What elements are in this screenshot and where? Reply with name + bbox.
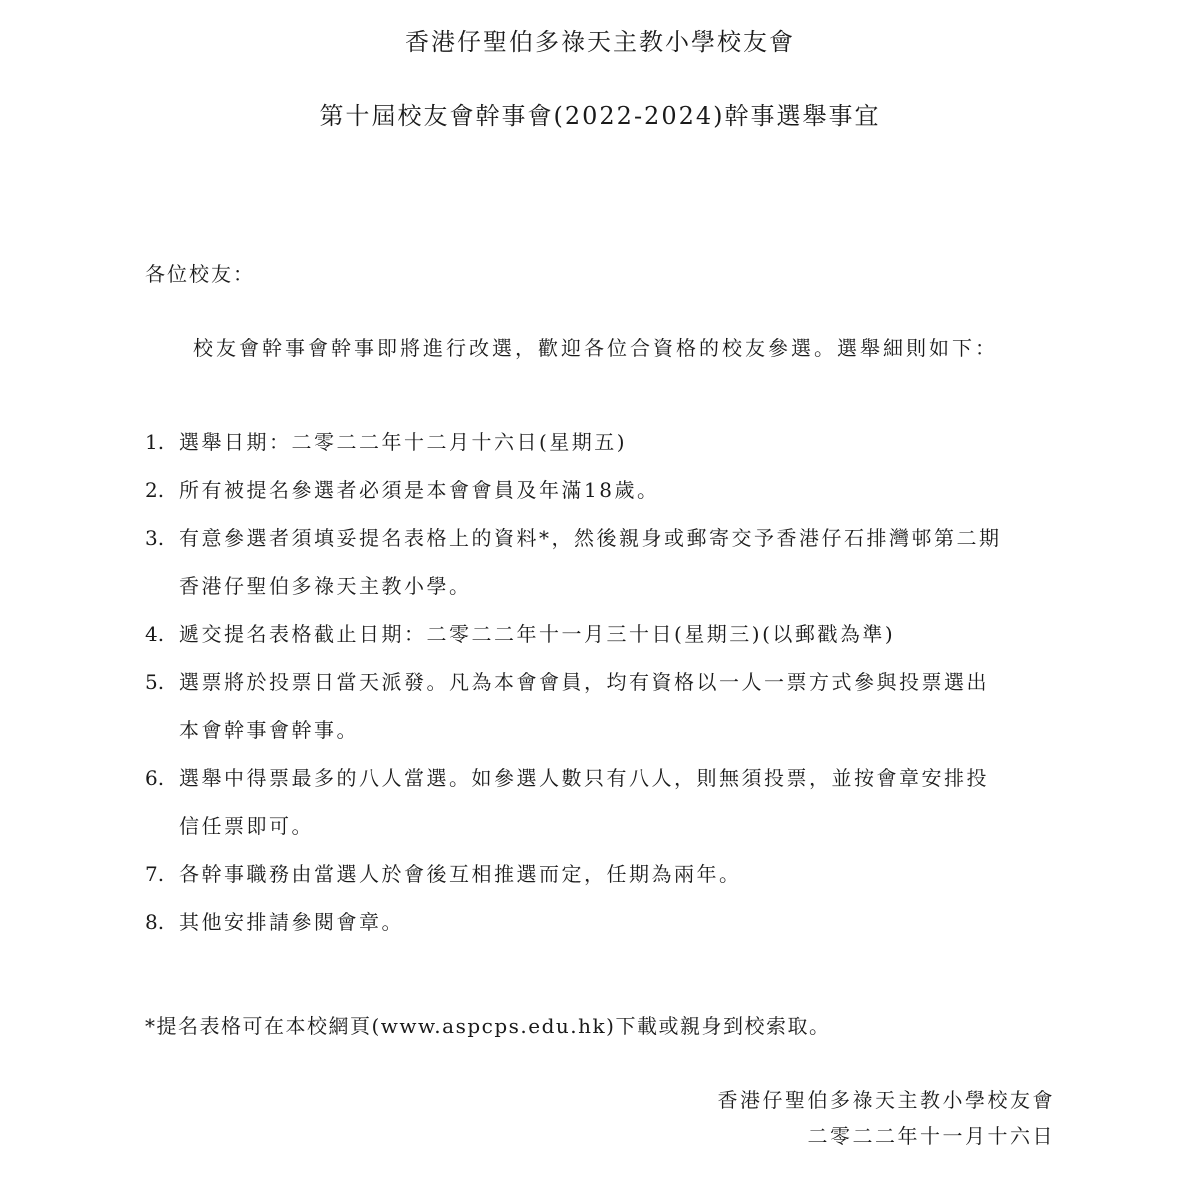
rule-item: [145, 418, 1075, 466]
rule-text: [179, 514, 1075, 610]
rule-number: 6.: [145, 766, 165, 790]
rule-number: 4.: [145, 622, 165, 646]
rule-item: [145, 754, 1075, 850]
rule-number: 5.: [145, 670, 165, 694]
rule-text: [179, 754, 1075, 850]
rule-text-line: 選舉日期：二零二二年十二月十六日(星期五): [179, 430, 628, 454]
rule-text: [179, 418, 1075, 466]
organization-title: 香港仔聖伯多祿天主教小學校友會: [405, 28, 795, 56]
rule-item: [145, 610, 1075, 658]
rule-text: [179, 898, 1075, 946]
signoff-date: 二零二二年十一月十六日: [807, 1124, 1055, 1148]
rule-item: [145, 898, 1075, 946]
rule-text-line: 選舉中得票最多的八人當選。如參選人數只有八人，則無須投票，並按會章安排投: [179, 766, 989, 790]
rule-text: [179, 610, 1075, 658]
rule-item: [145, 658, 1075, 754]
rule-number: 2.: [145, 478, 165, 502]
rule-text-line: 所有被提名參選者必須是本會會員及年滿18歲。: [179, 478, 660, 502]
signoff-organization: 香港仔聖伯多祿天主教小學校友會: [717, 1088, 1055, 1112]
rule-number: 1.: [145, 430, 165, 454]
rule-text-line: 有意參選者須填妥提名表格上的資料*，然後親身或郵寄交予香港仔石排灣邨第二期: [179, 526, 1002, 550]
notice-subject: 第十屆校友會幹事會(2022-2024)幹事選舉事宜: [319, 102, 881, 130]
rule-text: [179, 850, 1075, 898]
signoff-block: [718, 1082, 1056, 1154]
rule-text-line: 信任票即可。: [179, 814, 314, 838]
rule-number: 8.: [145, 910, 165, 934]
election-rules-list: [145, 418, 1075, 946]
rule-text-line: 遞交提名表格截止日期：二零二二年十一月三十日(星期三)(以郵戳為準): [179, 622, 896, 646]
rule-number: 7.: [145, 862, 165, 886]
intro-paragraph: 校友會幹事會幹事即將進行改選，歡迎各位合資格的校友參選。選舉細則如下：: [193, 336, 998, 360]
rule-text: [179, 658, 1075, 754]
rule-text-line: 香港仔聖伯多祿天主教小學。: [179, 574, 472, 598]
rule-item: [145, 514, 1075, 610]
rule-text-line: 選票將於投票日當天派發。凡為本會會員，均有資格以一人一票方式參與投票選出: [179, 670, 989, 694]
rule-number: 3.: [145, 526, 165, 550]
footnote: *提名表格可在本校網頁(www.aspcps.edu.hk)下載或親身到校索取。: [145, 1014, 831, 1038]
rule-text: [179, 466, 1075, 514]
rule-item: [145, 850, 1075, 898]
rule-item: [145, 466, 1075, 514]
rule-text-line: 其他安排請參閱會章。: [179, 910, 404, 934]
rule-text-line: 各幹事職務由當選人於會後互相推選而定，任期為兩年。: [179, 862, 742, 886]
salutation: 各位校友：: [145, 262, 255, 286]
rule-text-line: 本會幹事會幹事。: [179, 718, 359, 742]
